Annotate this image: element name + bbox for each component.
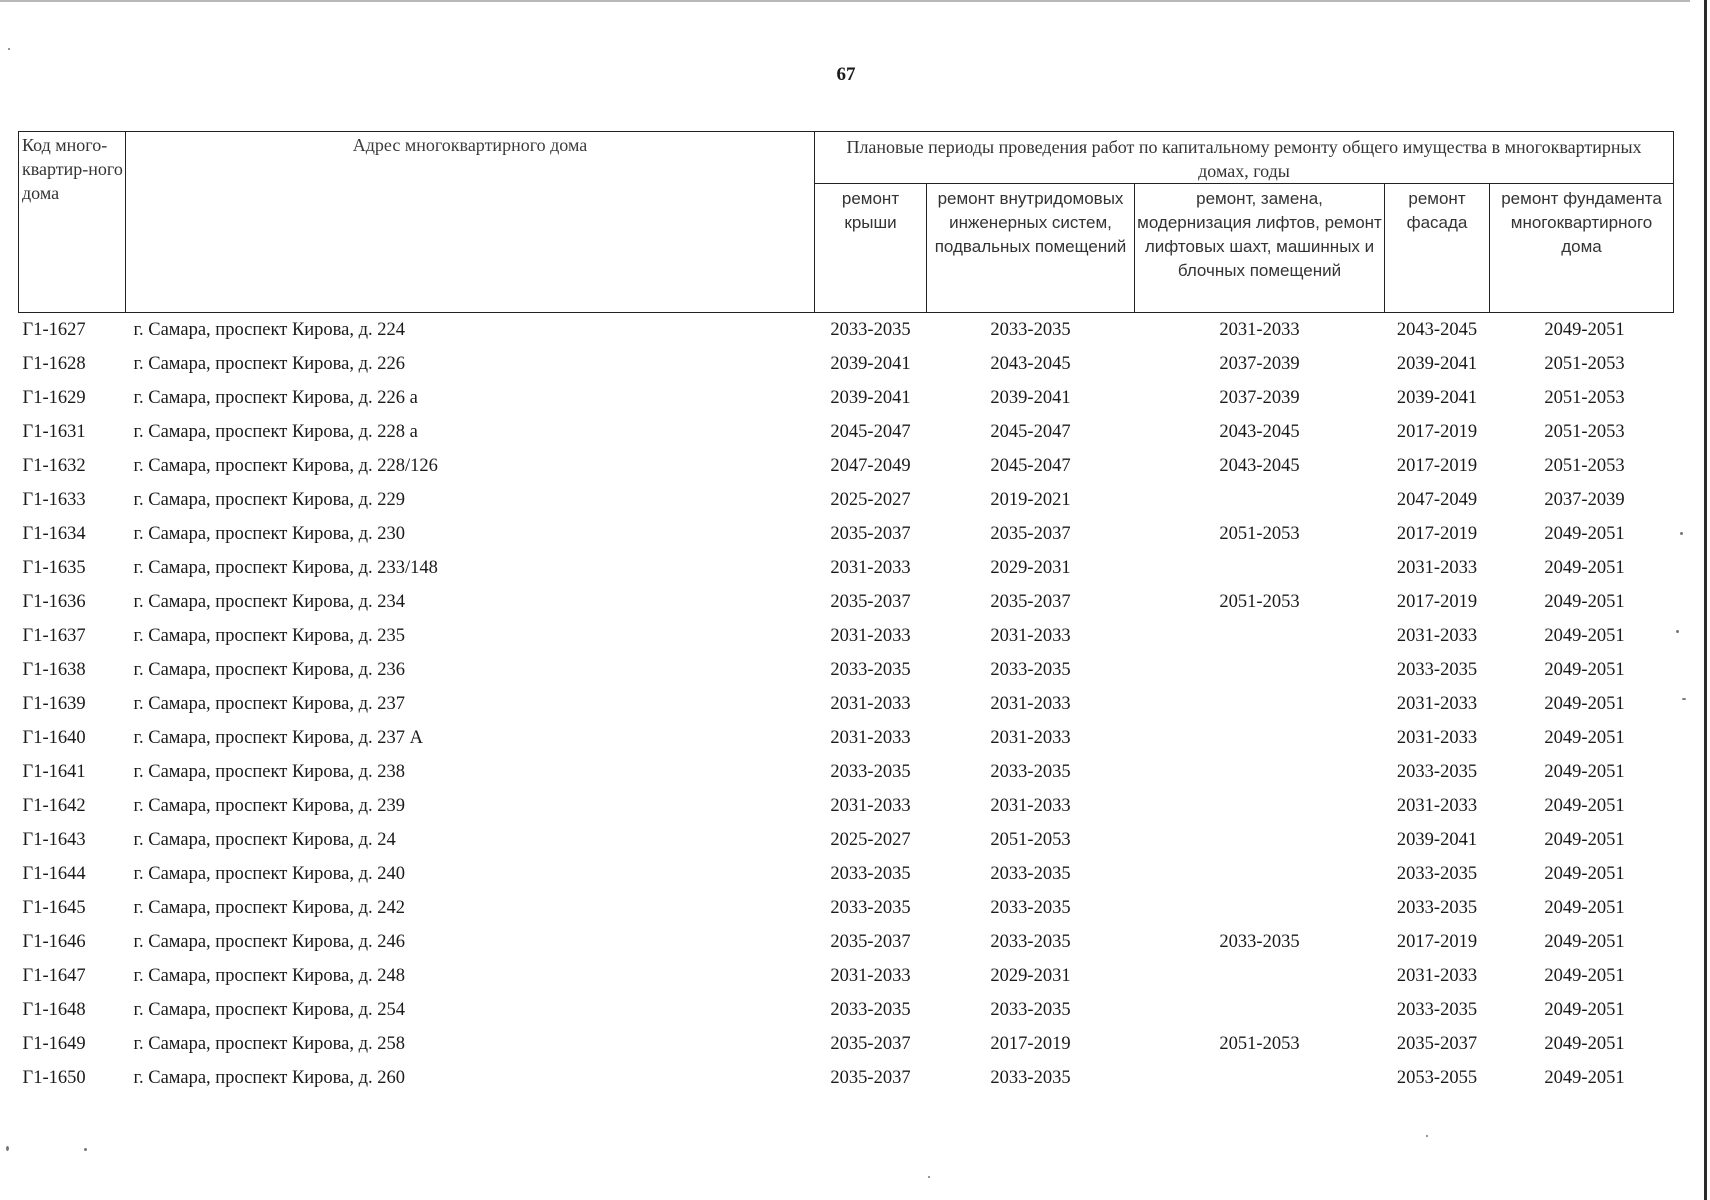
cell-address: г. Самара, проспект Кирова, д. 240 [133,863,406,884]
cell-roof: 2025-2027 [830,489,911,510]
cell-engineering: 2033-2035 [990,659,1071,680]
cell-address: г. Самара, проспект Кирова, д. 226 [133,353,406,374]
cell-lifts: 2033-2035 [1219,931,1300,952]
cell-lifts [1135,993,1385,1027]
cell-roof: 2025-2027 [830,829,911,850]
cell-code: Г1-1647 [22,965,86,986]
cell-lifts: 2051-2053 [1219,523,1300,544]
cell-lifts [1135,1061,1385,1095]
repair-plan-table [18,131,1674,1095]
scan-speck [1682,698,1686,700]
cell-facade: 2017-2019 [1396,931,1478,952]
cell-code: Г1-1641 [22,761,86,782]
table-row [19,517,1674,551]
cell-foundation: 2051-2053 [1544,353,1625,374]
cell-roof: 2031-2033 [830,727,911,748]
table-row [19,313,1674,348]
cell-lifts: 2037-2039 [1219,387,1300,408]
cell-engineering: 2033-2035 [990,319,1071,340]
cell-code: Г1-1649 [22,1033,86,1054]
cell-engineering: 2051-2053 [990,829,1071,850]
cell-engineering: 2031-2033 [990,795,1071,816]
cell-foundation: 2051-2053 [1544,421,1625,442]
table-row [19,551,1674,585]
cell-engineering: 2045-2047 [990,421,1071,442]
cell-roof: 2033-2035 [830,319,911,340]
table-row [19,823,1674,857]
cell-foundation: 2049-2051 [1544,931,1625,952]
cell-foundation: 2049-2051 [1544,625,1625,646]
scan-speck [928,1176,930,1178]
cell-lifts: 2031-2033 [1219,319,1300,340]
table-body [19,313,1674,1096]
table-header [19,132,1674,313]
cell-roof: 2031-2033 [830,965,911,986]
cell-lifts: 2037-2039 [1219,353,1300,374]
cell-engineering: 2039-2041 [990,387,1071,408]
cell-address: г. Самара, проспект Кирова, д. 260 [133,1067,406,1088]
scan-speck [8,48,10,50]
cell-address: г. Самара, проспект Кирова, д. 242 [133,897,406,918]
cell-code: Г1-1639 [22,693,86,714]
cell-facade: 2043-2045 [1396,319,1478,340]
table-row [19,925,1674,959]
cell-address: г. Самара, проспект Кирова, д. 237 [133,693,406,714]
cell-lifts: 2051-2053 [1219,1033,1300,1054]
cell-roof: 2035-2037 [830,931,911,952]
cell-code: Г1-1645 [22,897,86,918]
cell-engineering: 2029-2031 [990,965,1071,986]
cell-code: Г1-1631 [22,421,86,442]
cell-roof: 2035-2037 [830,1067,911,1088]
table-row [19,347,1674,381]
cell-engineering: 2033-2035 [990,999,1071,1020]
header-foundation: ремонт фундамента многоквартирного дома [1490,184,1674,313]
scan-speck [1680,532,1683,535]
cell-address: г. Самара, проспект Кирова, д. 224 [133,319,406,340]
cell-facade: 2031-2033 [1396,727,1478,748]
cell-facade: 2031-2033 [1396,693,1478,714]
cell-foundation: 2049-2051 [1544,557,1625,578]
cell-lifts [1135,823,1385,857]
cell-facade: 2033-2035 [1396,863,1478,884]
cell-lifts: 2051-2053 [1219,591,1300,612]
cell-foundation: 2051-2053 [1544,387,1625,408]
table-row [19,653,1674,687]
cell-roof: 2033-2035 [830,761,911,782]
cell-code: Г1-1643 [22,829,86,850]
cell-code: Г1-1627 [22,319,86,340]
top-scan-rule [0,0,1690,2]
cell-foundation: 2049-2051 [1544,999,1625,1020]
header-planned-periods: Плановые периоды проведения работ по капитальному ремонту общего имущества в многоквартирных домах, годы [815,132,1674,184]
cell-foundation: 2037-2039 [1544,489,1625,510]
cell-address: г. Самара, проспект Кирова, д. 246 [133,931,406,952]
page-number: 67 [836,64,856,85]
cell-engineering: 2031-2033 [990,727,1071,748]
cell-address: г. Самара, проспект Кирова, д. 24 [133,829,396,850]
cell-lifts [1135,619,1385,653]
cell-foundation: 2049-2051 [1544,693,1625,714]
header-address: Адрес многоквартирного дома [126,132,815,313]
cell-code: Г1-1628 [22,353,86,374]
cell-facade: 2053-2055 [1396,1067,1478,1088]
cell-foundation: 2049-2051 [1544,727,1625,748]
cell-code: Г1-1634 [22,523,86,544]
cell-facade: 2017-2019 [1396,455,1478,476]
cell-code: Г1-1635 [22,557,86,578]
cell-address: г. Самара, проспект Кирова, д. 236 [133,659,406,680]
cell-lifts [1135,721,1385,755]
scan-speck [84,1148,87,1151]
cell-foundation: 2049-2051 [1544,897,1625,918]
cell-facade: 2033-2035 [1396,897,1478,918]
cell-code: Г1-1650 [22,1067,86,1088]
cell-roof: 2045-2047 [830,421,911,442]
cell-roof: 2039-2041 [830,387,911,408]
cell-facade: 2017-2019 [1396,421,1478,442]
cell-foundation: 2049-2051 [1544,591,1625,612]
table-row [19,891,1674,925]
cell-facade: 2031-2033 [1396,557,1478,578]
cell-address: г. Самара, проспект Кирова, д. 229 [133,489,406,510]
table-row [19,755,1674,789]
cell-engineering: 2045-2047 [990,455,1071,476]
cell-roof: 2039-2041 [830,353,911,374]
cell-engineering: 2033-2035 [990,1067,1071,1088]
cell-roof: 2031-2033 [830,557,911,578]
cell-engineering: 2035-2037 [990,523,1071,544]
cell-address: г. Самара, проспект Кирова, д. 248 [133,965,406,986]
table-row [19,585,1674,619]
table-row [19,789,1674,823]
cell-engineering: 2017-2019 [990,1033,1071,1054]
cell-foundation: 2049-2051 [1544,761,1625,782]
cell-facade: 2017-2019 [1396,523,1478,544]
cell-roof: 2031-2033 [830,693,911,714]
table-row [19,1027,1674,1061]
table-row [19,483,1674,517]
cell-code: Г1-1632 [22,455,86,476]
cell-address: г. Самара, проспект Кирова, д. 239 [133,795,406,816]
header-facade: ремонт фасада [1385,184,1490,313]
cell-lifts: 2043-2045 [1219,421,1300,442]
cell-roof: 2033-2035 [830,659,911,680]
cell-engineering: 2033-2035 [990,761,1071,782]
cell-foundation: 2049-2051 [1544,659,1625,680]
cell-facade: 2017-2019 [1396,591,1478,612]
table-row [19,959,1674,993]
scan-speck [1676,630,1679,633]
cell-engineering: 2031-2033 [990,625,1071,646]
cell-engineering: 2035-2037 [990,591,1071,612]
cell-code: Г1-1638 [22,659,86,680]
cell-facade: 2033-2035 [1396,659,1478,680]
cell-foundation: 2049-2051 [1544,319,1625,340]
table-row [19,415,1674,449]
cell-facade: 2047-2049 [1396,489,1478,510]
cell-address: г. Самара, проспект Кирова, д. 254 [133,999,406,1020]
cell-roof: 2047-2049 [830,455,911,476]
cell-roof: 2035-2037 [830,523,911,544]
cell-code: Г1-1642 [22,795,86,816]
cell-foundation: 2049-2051 [1544,795,1625,816]
cell-facade: 2035-2037 [1396,1033,1478,1054]
cell-engineering: 2029-2031 [990,557,1071,578]
cell-foundation: 2049-2051 [1544,1033,1625,1054]
cell-address: г. Самара, проспект Кирова, д. 234 [133,591,406,612]
cell-code: Г1-1640 [22,727,86,748]
cell-address: г. Самара, проспект Кирова, д. 258 [133,1033,406,1054]
cell-foundation: 2049-2051 [1544,1067,1625,1088]
cell-foundation: 2051-2053 [1544,455,1625,476]
cell-foundation: 2049-2051 [1544,523,1625,544]
cell-lifts [1135,653,1385,687]
cell-roof: 2035-2037 [830,1033,911,1054]
cell-roof: 2035-2037 [830,591,911,612]
cell-facade: 2039-2041 [1396,829,1478,850]
table-row [19,1061,1674,1095]
cell-lifts [1135,687,1385,721]
table-row [19,687,1674,721]
cell-code: Г1-1636 [22,591,86,612]
table-row [19,993,1674,1027]
table-row [19,721,1674,755]
cell-foundation: 2049-2051 [1544,965,1625,986]
cell-address: г. Самара, проспект Кирова, д. 237 А [133,727,424,748]
cell-engineering: 2033-2035 [990,897,1071,918]
table-row [19,381,1674,415]
cell-facade: 2039-2041 [1396,353,1478,374]
cell-lifts: 2043-2045 [1219,455,1300,476]
scan-speck [1426,1135,1428,1137]
cell-lifts [1135,789,1385,823]
cell-facade: 2031-2033 [1396,965,1478,986]
table-row [19,619,1674,653]
cell-lifts [1135,959,1385,993]
cell-code: Г1-1646 [22,931,86,952]
scan-speck [6,1146,9,1151]
cell-roof: 2031-2033 [830,625,911,646]
cell-roof: 2033-2035 [830,999,911,1020]
page-edge [1704,0,1707,1200]
cell-address: г. Самара, проспект Кирова, д. 230 [133,523,406,544]
cell-lifts [1135,755,1385,789]
cell-roof: 2033-2035 [830,897,911,918]
cell-facade: 2031-2033 [1396,625,1478,646]
cell-roof: 2033-2035 [830,863,911,884]
cell-foundation: 2049-2051 [1544,829,1625,850]
cell-roof: 2031-2033 [830,795,911,816]
cell-code: Г1-1644 [22,863,86,884]
cell-engineering: 2033-2035 [990,863,1071,884]
cell-address: г. Самара, проспект Кирова, д. 238 [133,761,406,782]
cell-facade: 2039-2041 [1396,387,1478,408]
cell-lifts [1135,483,1385,517]
cell-engineering: 2031-2033 [990,693,1071,714]
table-row [19,857,1674,891]
cell-code: Г1-1648 [22,999,86,1020]
table-row [19,449,1674,483]
cell-engineering: 2019-2021 [990,489,1071,510]
cell-facade: 2031-2033 [1396,795,1478,816]
header-engineering: ремонт внутридомовых инженерных систем, подвальных помещений [927,184,1135,313]
cell-address: г. Самара, проспект Кирова, д. 228 а [133,421,418,442]
cell-code: Г1-1629 [22,387,86,408]
header-lifts: ремонт, замена, модернизация лифтов, ремонт лифтовых шахт, машинных и блочных помещений [1135,184,1385,313]
header-roof: ремонт крыши [815,184,927,313]
cell-address: г. Самара, проспект Кирова, д. 228/126 [133,455,438,476]
cell-lifts [1135,891,1385,925]
cell-lifts [1135,857,1385,891]
cell-address: г. Самара, проспект Кирова, д. 226 а [133,387,418,408]
cell-code: Г1-1633 [22,489,86,510]
header-code: Код много-квартир-ного дома [19,132,126,313]
cell-facade: 2033-2035 [1396,761,1478,782]
cell-code: Г1-1637 [22,625,86,646]
cell-address: г. Самара, проспект Кирова, д. 233/148 [133,557,438,578]
cell-foundation: 2049-2051 [1544,863,1625,884]
cell-engineering: 2033-2035 [990,931,1071,952]
cell-address: г. Самара, проспект Кирова, д. 235 [133,625,406,646]
cell-facade: 2033-2035 [1396,999,1478,1020]
cell-lifts [1135,551,1385,585]
cell-engineering: 2043-2045 [990,353,1071,374]
